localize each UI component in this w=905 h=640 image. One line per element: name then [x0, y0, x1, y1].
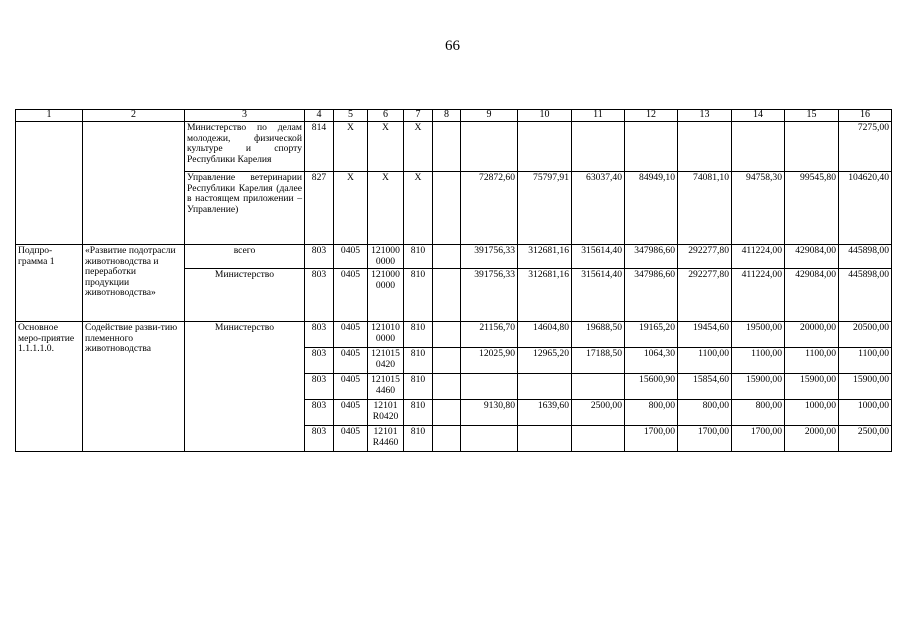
cell-c14: 1700,00	[732, 426, 785, 452]
cell-c15: 15900,00	[785, 374, 839, 400]
cell-c4: 827	[305, 172, 334, 245]
cell-c9	[461, 122, 518, 172]
cell-c10: 312681,16	[518, 245, 572, 269]
cell-c10	[518, 122, 572, 172]
cell-c8	[433, 122, 461, 172]
cell-c11	[572, 374, 625, 400]
cell-c9	[461, 374, 518, 400]
cell-c16: 445898,00	[839, 245, 892, 269]
cell-c12: 19165,20	[625, 322, 678, 348]
cell-c16: 20500,00	[839, 322, 892, 348]
cell-c12	[625, 122, 678, 172]
cell-c4: 803	[305, 426, 334, 452]
cell-c13: 15854,60	[678, 374, 732, 400]
cell-c6: 121000 0000	[368, 269, 404, 322]
cell-c9: 391756,33	[461, 245, 518, 269]
cell-c11: 19688,50	[572, 322, 625, 348]
cell-c5: X	[334, 172, 368, 245]
column-header: 8	[433, 110, 461, 122]
cell-c15: 1000,00	[785, 400, 839, 426]
cell-c11	[572, 122, 625, 172]
cell-c13: 292277,80	[678, 245, 732, 269]
cell-c6: X	[368, 172, 404, 245]
cell-c6: 12101 R0420	[368, 400, 404, 426]
column-header: 15	[785, 110, 839, 122]
cell-c6: 121015 4460	[368, 374, 404, 400]
cell-c8	[433, 322, 461, 348]
cell-c7: 810	[404, 245, 433, 269]
cell-c5: 0405	[334, 245, 368, 269]
cell-c11: 315614,40	[572, 269, 625, 322]
cell-c5: 0405	[334, 426, 368, 452]
column-header: 6	[368, 110, 404, 122]
column-header: 1	[16, 110, 83, 122]
cell-c9	[461, 426, 518, 452]
cell-c10: 1639,60	[518, 400, 572, 426]
cell-c4: 814	[305, 122, 334, 172]
column-header: 13	[678, 110, 732, 122]
cell-c5: 0405	[334, 269, 368, 322]
cell-c4: 803	[305, 322, 334, 348]
table-row-ministry-youth	[16, 122, 892, 172]
status-cell: Подпро-грамма 1	[16, 245, 83, 322]
cell-c11: 17188,50	[572, 348, 625, 374]
cell-c14: 1100,00	[732, 348, 785, 374]
cell-c10: 12965,20	[518, 348, 572, 374]
cell-c10: 14604,80	[518, 322, 572, 348]
name-cell: «Развитие подотрасли животноводства и переработки продукции животноводства»	[83, 245, 185, 322]
cell-c9: 9130,80	[461, 400, 518, 426]
cell-c8	[433, 348, 461, 374]
cell-c9: 12025,90	[461, 348, 518, 374]
column-header: 14	[732, 110, 785, 122]
column-header: 9	[461, 110, 518, 122]
table-row-subprogram-total	[16, 245, 892, 269]
cell-c4: 803	[305, 269, 334, 322]
cell-c8	[433, 426, 461, 452]
cell-c15	[785, 122, 839, 172]
column-header: 5	[334, 110, 368, 122]
column-header: 12	[625, 110, 678, 122]
cell-c11: 63037,40	[572, 172, 625, 245]
cell-c6: X	[368, 122, 404, 172]
cell-c5: 0405	[334, 322, 368, 348]
cell-c14	[732, 122, 785, 172]
cell-c12: 347986,60	[625, 245, 678, 269]
column-header: 4	[305, 110, 334, 122]
cell-c14: 800,00	[732, 400, 785, 426]
cell-c4: 803	[305, 400, 334, 426]
cell-c11: 315614,40	[572, 245, 625, 269]
budget-table	[15, 109, 892, 452]
cell-c5: 0405	[334, 348, 368, 374]
cell-c13: 19454,60	[678, 322, 732, 348]
cell-c7: 810	[404, 322, 433, 348]
cell-c5: 0405	[334, 400, 368, 426]
cell-c6: 121000 0000	[368, 245, 404, 269]
cell-c7: 810	[404, 426, 433, 452]
column-number-row	[16, 110, 892, 122]
cell-c10	[518, 426, 572, 452]
column-header: 3	[185, 110, 305, 122]
cell-c16: 445898,00	[839, 269, 892, 322]
cell-c6: 12101 R4460	[368, 426, 404, 452]
cell-c14: 411224,00	[732, 269, 785, 322]
cell-c7: 810	[404, 348, 433, 374]
cell-c10: 75797,91	[518, 172, 572, 245]
cell-c8	[433, 245, 461, 269]
cell-c11	[572, 426, 625, 452]
cell-c10: 312681,16	[518, 269, 572, 322]
cell-c16: 15900,00	[839, 374, 892, 400]
cell-c11: 2500,00	[572, 400, 625, 426]
cell-c8	[433, 172, 461, 245]
cell-c10	[518, 374, 572, 400]
column-header: 11	[572, 110, 625, 122]
cell-c14: 19500,00	[732, 322, 785, 348]
cell-c15: 20000,00	[785, 322, 839, 348]
cell-c14: 94758,30	[732, 172, 785, 245]
cell-c12: 1700,00	[625, 426, 678, 452]
status-cell: Основное меро-приятие 1.1.1.1.0.	[16, 322, 83, 452]
cell-c7: 810	[404, 269, 433, 322]
cell-c7: X	[404, 172, 433, 245]
column-header: 2	[83, 110, 185, 122]
cell-c13: 1100,00	[678, 348, 732, 374]
cell-c7: 810	[404, 400, 433, 426]
column-header: 10	[518, 110, 572, 122]
cell-c12: 347986,60	[625, 269, 678, 322]
cell-c6: 121015 0420	[368, 348, 404, 374]
cell-c16: 2500,00	[839, 426, 892, 452]
cell-c16: 7275,00	[839, 122, 892, 172]
cell-c16: 1100,00	[839, 348, 892, 374]
cell-c16: 1000,00	[839, 400, 892, 426]
cell-c9: 391756,33	[461, 269, 518, 322]
name-cell	[83, 122, 185, 245]
executor-cell: Министерство	[185, 322, 305, 452]
cell-c13	[678, 122, 732, 172]
page-number: 66	[445, 38, 460, 54]
executor-cell: Управление ветеринарии Республики Карелия (далее в настоящем приложении – Управление)	[185, 172, 305, 245]
cell-c5: X	[334, 122, 368, 172]
cell-c12: 84949,10	[625, 172, 678, 245]
cell-c15: 429084,00	[785, 245, 839, 269]
cell-c15: 2000,00	[785, 426, 839, 452]
status-cell	[16, 122, 83, 245]
cell-c14: 411224,00	[732, 245, 785, 269]
cell-c16: 104620,40	[839, 172, 892, 245]
cell-c4: 803	[305, 374, 334, 400]
cell-c13: 800,00	[678, 400, 732, 426]
cell-c4: 803	[305, 245, 334, 269]
executor-cell: всего	[185, 245, 305, 269]
cell-c8	[433, 400, 461, 426]
cell-c7: 810	[404, 374, 433, 400]
cell-c14: 15900,00	[732, 374, 785, 400]
table-row-activity	[16, 322, 892, 348]
cell-c8	[433, 269, 461, 322]
cell-c15: 1100,00	[785, 348, 839, 374]
executor-cell: Министерство	[185, 269, 305, 322]
cell-c12: 15600,90	[625, 374, 678, 400]
executor-cell: Министерство по делам молодежи, физической культуре и спорту Республики Карелия	[185, 122, 305, 172]
cell-c12: 1064,30	[625, 348, 678, 374]
cell-c9: 72872,60	[461, 172, 518, 245]
column-header: 16	[839, 110, 892, 122]
column-header: 7	[404, 110, 433, 122]
cell-c13: 1700,00	[678, 426, 732, 452]
cell-c15: 429084,00	[785, 269, 839, 322]
cell-c12: 800,00	[625, 400, 678, 426]
cell-c8	[433, 374, 461, 400]
cell-c13: 74081,10	[678, 172, 732, 245]
cell-c13: 292277,80	[678, 269, 732, 322]
cell-c4: 803	[305, 348, 334, 374]
cell-c5: 0405	[334, 374, 368, 400]
cell-c15: 99545,80	[785, 172, 839, 245]
cell-c9: 21156,70	[461, 322, 518, 348]
name-cell: Содействие разви-тию племенного животноводства	[83, 322, 185, 452]
cell-c7: X	[404, 122, 433, 172]
cell-c6: 121010 0000	[368, 322, 404, 348]
